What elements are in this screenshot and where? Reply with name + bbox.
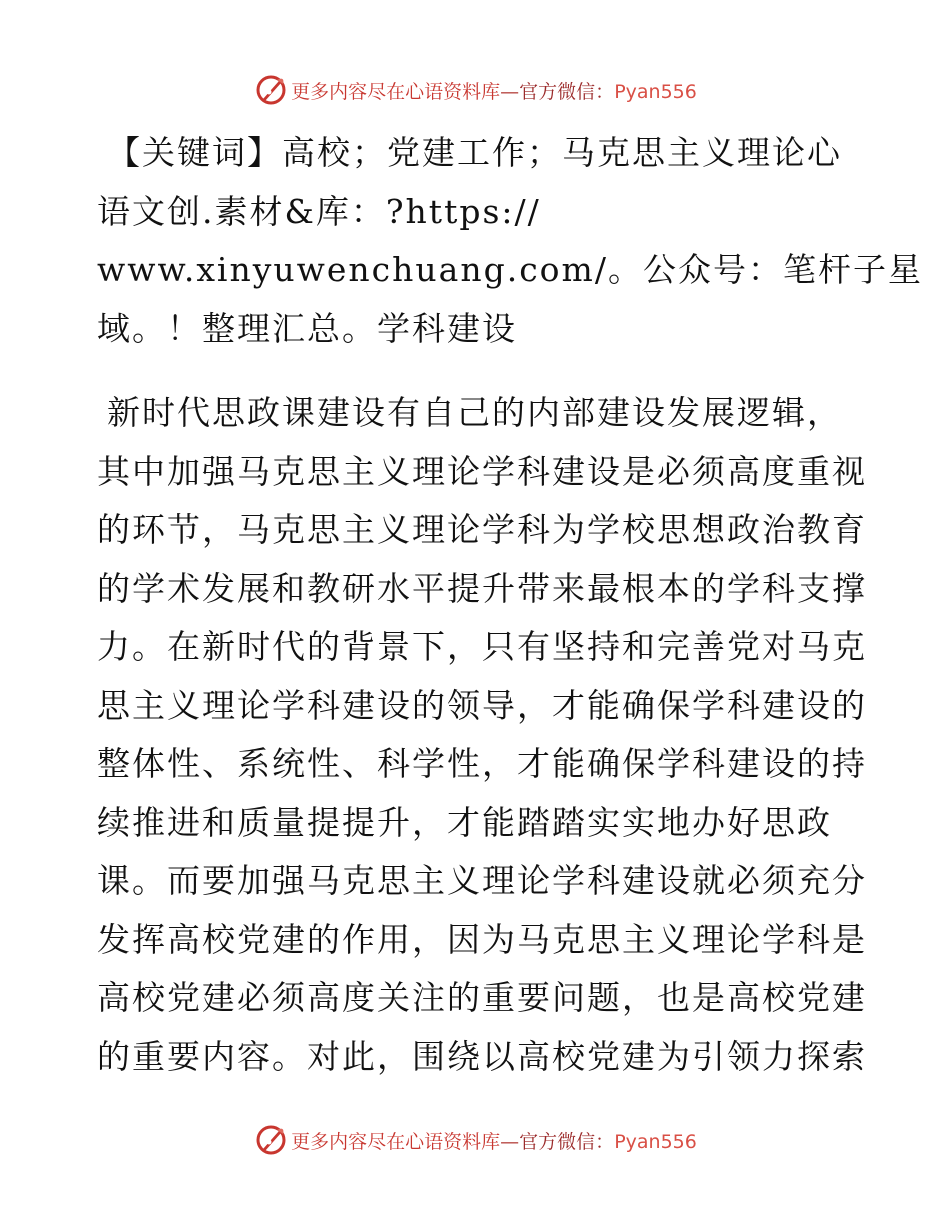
keywords-line-4: 域。！整理汇总。学科建设 <box>97 308 517 348</box>
quill-pen-icon <box>253 1122 289 1158</box>
body-line-4: 的学术发展和教研水平提升带来最根本的学科支撑 <box>97 568 867 608</box>
body-line-3: 的环节，马克思主义理论学科为学校思想政治教育 <box>97 510 867 549</box>
document-content <box>97 124 923 1086</box>
keywords-line-3: www.xinyuwenchuang.com/。公众号：笔杆子星 <box>97 250 923 289</box>
footer-banner <box>0 1120 950 1160</box>
paragraph-spacer <box>97 358 857 384</box>
body-line-5: 力。在新时代的背景下，只有坚持和完善党对马克 <box>97 627 867 666</box>
body-line-11: 高校党建必须高度关注的重要问题，也是高校党建 <box>97 978 867 1017</box>
keywords-paragraph <box>97 124 923 358</box>
body-paragraph <box>97 384 867 1086</box>
quill-pen-icon <box>253 72 289 108</box>
body-line-10: 发挥高校党建的作用，因为马克思主义理论学科是 <box>97 919 867 959</box>
body-line-7: 整体性、系统性、科学性，才能确保学科建设的持 <box>97 744 867 783</box>
banner-text: 更多内容尽在心语资料库—官方微信：Pyan556 <box>291 80 697 103</box>
body-line-8: 续推进和质量提提升，才能踏踏实实地办好思政 <box>97 802 832 842</box>
keywords-line-1: 【关键词】高校；党建工作；马克思主义理论心 <box>107 133 842 172</box>
body-line-2: 其中加强马克思主义理论学科建设是必须高度重视 <box>97 451 867 491</box>
banner-text: 更多内容尽在心语资料库—官方微信：Pyan556 <box>291 1130 697 1153</box>
keywords-line-2: 语文创.素材&库：?https:// <box>97 191 541 231</box>
body-line-6: 思主义理论学科建设的领导，才能确保学科建设的 <box>97 685 867 725</box>
body-line-9: 课。而要加强马克思主义理论学科建设就必须充分 <box>97 861 867 900</box>
body-line-1: 新时代思政课建设有自己的内部建设发展逻辑， <box>107 393 842 432</box>
body-line-12: 的重要内容。对此，围绕以高校党建为引领力探索 <box>97 1036 867 1076</box>
header-banner <box>0 70 950 110</box>
